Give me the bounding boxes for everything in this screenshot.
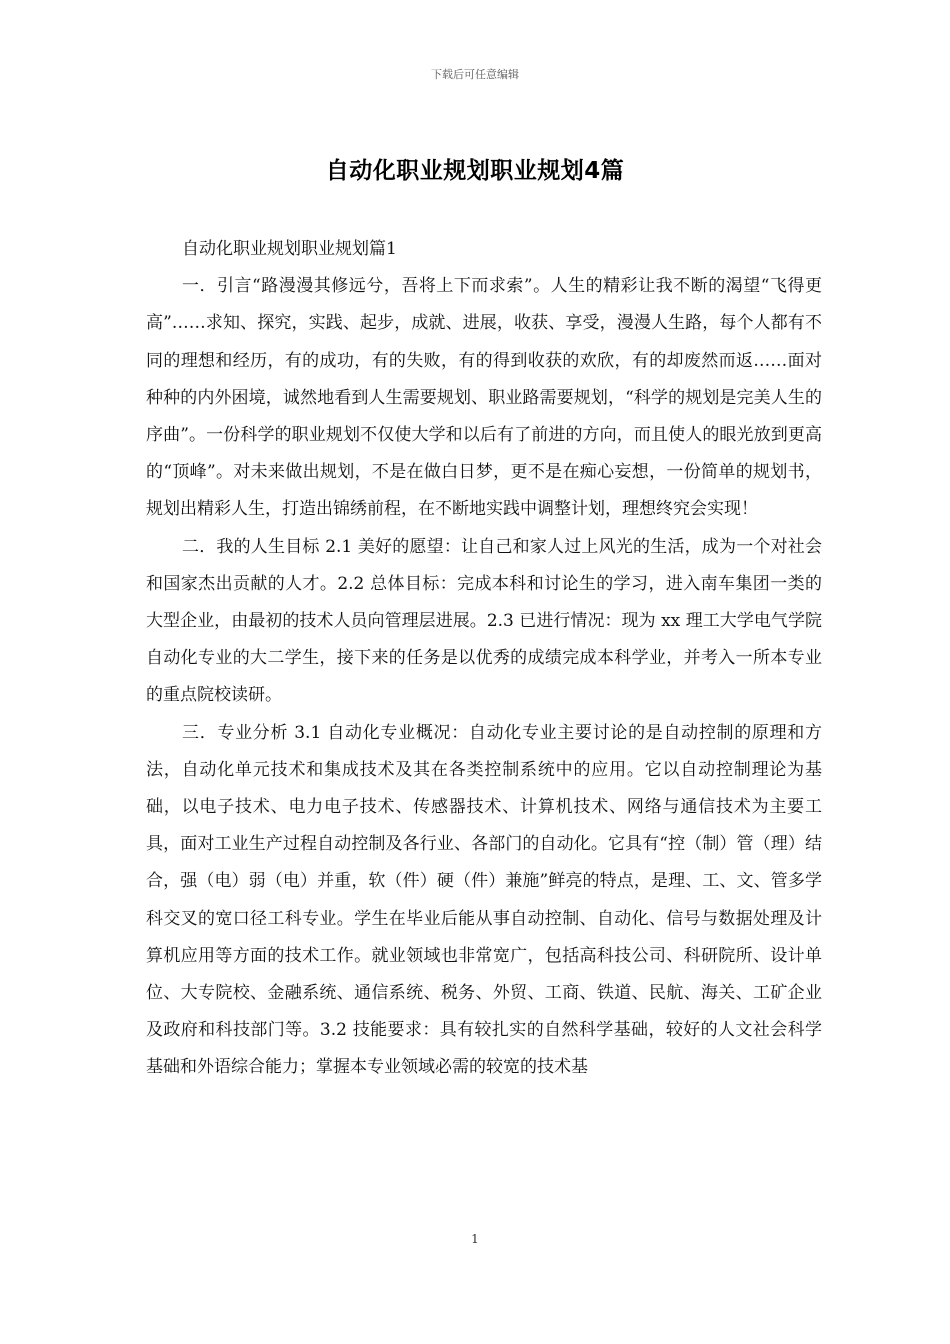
paragraph-life-goals: 二．我的人生目标 2.1 美好的愿望：让自己和家人过上风光的生活，成为一个对社会和国家杰出贡献的人才。2.2 总体目标：完成本科和讨论生的学习，进入南车集团一类的大型企业，由最初的技术人员向管理层进展。2.3 已进行情况：现为 xx 理工大学电气学院自动化专业的大二学生，接下来的任务是以优秀的成绩完成本科学业，并考入一所本专业的重点院校读研。 (146, 536, 822, 706)
document-body (146, 231, 822, 1087)
document-title: 自动化职业规划职业规划4篇 (325, 158, 625, 184)
page-number: 1 (471, 1232, 479, 1246)
paragraph-major-analysis: 三．专业分析 3.1 自动化专业概况：自动化专业主要讨论的是自动控制的原理和方法，自动化单元技术和集成技术及其在各类控制系统中的应用。它以自动控制理论为基础，以电子技术、电力电子技术、传感器技术、计算机技术、网络与通信技术为主要工具，面对工业生产过程自动控制及各行业、各部门的自动化。它具有“控（制）管（理）结合，强（电）弱（电）并重，软（件）硬（件）兼施”鲜亮的特点，是理、工、文、管多学科交叉的宽口径工科专业。学生在毕业后能从事自动控制、自动化、信号与数据处理及计算机应用等方面的技术工作。就业领域也非常宽广，包括高科技公司、科研院所、设计单位、大专院校、金融系统、通信系统、税务、外贸、工商、铁道、民航、海关、工矿企业及政府和科技部门等。3.2 技能要求：具有较扎实的自然科学基础，较好的人文社会科学基础和外语综合能力；掌握本专业领域必需的较宽的技术基 (146, 722, 822, 1078)
header-note: 下载后可任意编辑 (431, 68, 519, 81)
section-subtitle: 自动化职业规划职业规划篇1 (182, 239, 397, 259)
paragraph-introduction: 一．引言“路漫漫其修远兮，吾将上下而求索”。人生的精彩让我不断的渴望“飞得更高”……求知、探究，实践、起步，成就、进展，收获、享受，漫漫人生路，每个人都有不同的理想和经历，有的成功，有的失败，有的得到收获的欢欣，有的却废然而返……面对种种的内外困境，诚然地看到人生需要规划、职业路需要规划，“科学的规划是完美人生的序曲”。一份科学的职业规划不仅使大学和以后有了前进的方向，而且使人的眼光放到更高的“顶峰”。对未来做出规划，不是在做白日梦，更不是在痴心妄想，一份简单的规划书，规划出精彩人生，打造出锦绣前程，在不断地实践中调整计划，理想终究会实现！ (146, 276, 822, 520)
